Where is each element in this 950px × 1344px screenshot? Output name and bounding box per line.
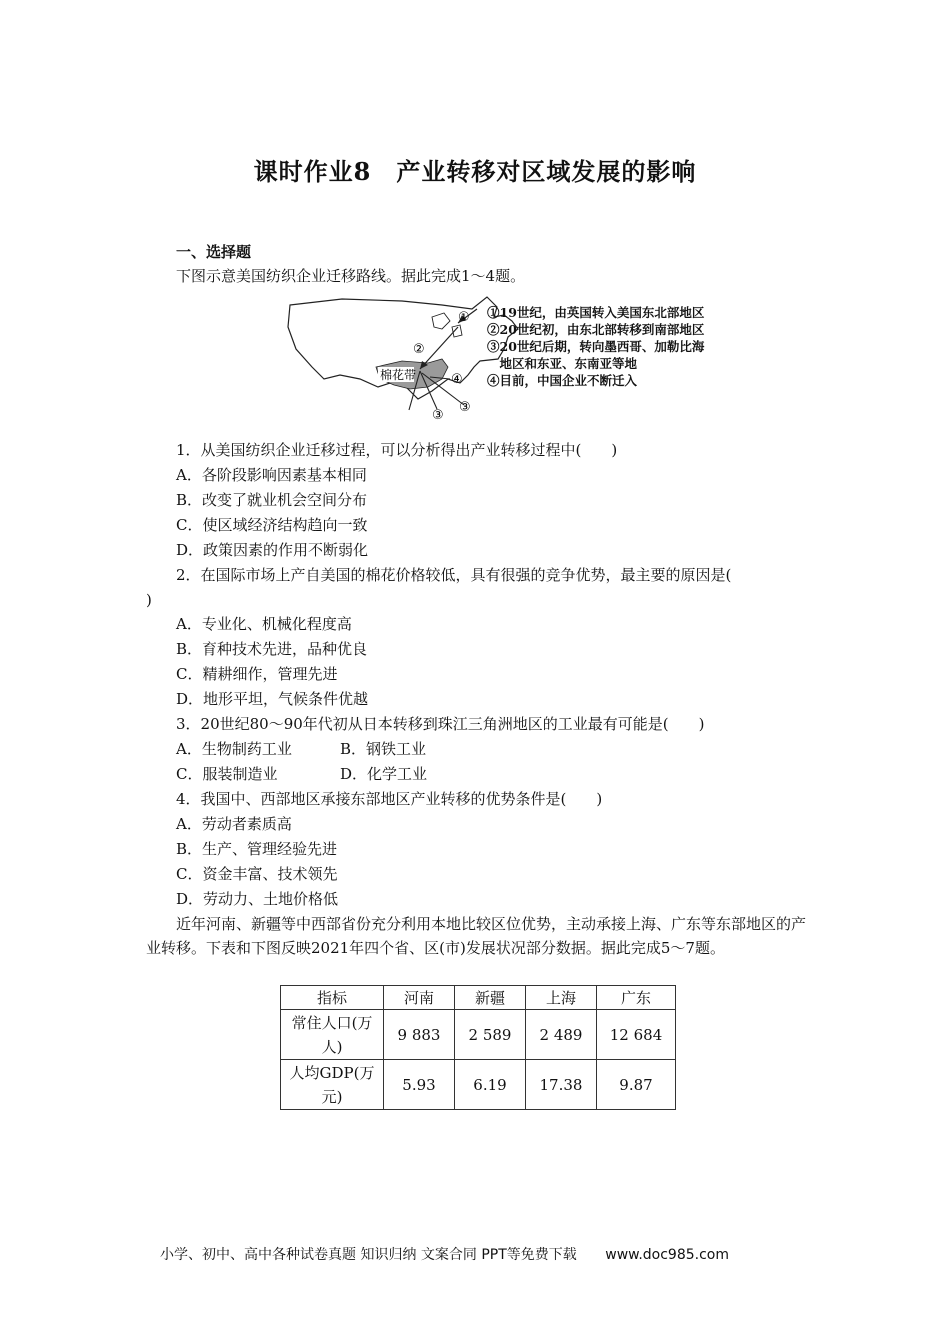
question-4-option-c: C．资金丰富、技术领先 [176,865,338,883]
table-header-cell: 新疆 [455,986,526,1010]
table-header-cell: 河南 [384,986,455,1010]
table-cell: 17.38 [526,1060,597,1110]
question-4-option-d: D．劳动力、土地价格低 [176,890,339,908]
question-2-stem-cont: ) [146,591,152,609]
legend-item: ③20世纪后期，转向墨西哥、加勒比海 [487,339,705,354]
table-cell: 9 883 [384,1010,455,1060]
table-header-cell: 指标 [281,986,384,1010]
cotton-belt-label: 棉花带 [380,368,417,382]
marker-1: ① [458,310,470,325]
question-1-option-c: C．使区域经济结构趋向一致 [176,516,368,534]
table-cell: 9.87 [597,1060,676,1110]
passage-text: 近年河南、新疆等中西部省份充分利用本地比较区位优势，主动承接上海、广东等东部地区的产业转移。下表和下图反映2021年四个省、区(市)发展状况部分数据。据此完成5～7题。 [146,915,807,957]
footer-text: 小学、初中、高中各种试卷真题 知识归纳 文案合同 PPT等免费下载 [160,1247,577,1263]
question-2-option-b: B．育种技术先进，品种优良 [176,640,368,658]
table-cell: 6.19 [455,1060,526,1110]
table-header-row [281,986,676,1010]
question-1-option-b: B．改变了就业机会空间分布 [176,491,368,509]
question-3-stem: 3．20世纪80～90年代初从日本转移到珠江三角洲地区的工业最有可能是( ) [176,715,705,733]
map-legend [487,304,704,389]
question-2-option-d: D．地形平坦，气候条件优越 [176,690,369,708]
table-cell: 5.93 [384,1060,455,1110]
table-cell: 12 684 [597,1010,676,1060]
legend-item: ④目前，中国企业不断迁入 [487,373,638,388]
question-1-stem: 1．从美国纺织企业迁移过程，可以分析得出产业转移过程中( ) [176,441,618,459]
question-3-option-c: C．服装制造业 [176,765,278,783]
table-header-cell: 上海 [526,986,597,1010]
section-heading: 一、选择题 [176,243,252,261]
legend-item: 地区和东亚、东南亚等地 [487,356,638,371]
question-4-stem: 4．我国中、西部地区承接东部地区产业转移的优势条件是( ) [176,790,603,808]
marker-3a: ③ [432,408,444,422]
table-row-label: 人均GDP(万元) [281,1060,384,1110]
table-cell: 2 589 [455,1010,526,1060]
marker-3b: ③ [459,400,471,415]
question-3-option-a: A．生物制药工业 [176,740,292,758]
question-4-option-a: A．劳动者素质高 [176,815,292,833]
table-header-cell: 广东 [597,986,676,1010]
table-cell: 2 489 [526,1010,597,1060]
table-row [281,1010,676,1060]
marker-4: ④ [451,372,463,387]
question-1-option-d: D．政策因素的作用不断弱化 [176,541,369,559]
question-4-option-b: B．生产、管理经验先进 [176,840,338,858]
question-3-option-b: B．钢铁工业 [340,740,427,758]
legend-item: ①19世纪，由英国转入美国东北部地区 [487,305,705,320]
footer [160,1244,729,1264]
page-title: 课时作业8 产业转移对区域发展的影响 [253,157,697,186]
question-2-option-c: C．精耕细作，管理先进 [176,665,338,683]
question-2-stem: 2．在国际市场上产自美国的棉花价格较低，具有很强的竞争优势，最主要的原因是( [176,566,732,584]
marker-2: ② [413,342,425,357]
table-row [281,1060,676,1110]
table-row-label: 常住人口(万人) [281,1010,384,1060]
footer-url[interactable]: www.doc985.com [605,1247,729,1263]
legend-item: ②20世纪初，由东北部转移到南部地区 [487,322,705,337]
data-table [280,985,676,1110]
intro-text: 下图示意美国纺织企业迁移路线。据此完成1～4题。 [176,267,526,285]
question-2-option-a: A．专业化、机械化程度高 [176,615,352,633]
question-1-option-a: A．各阶段影响因素基本相同 [176,466,367,484]
question-3-option-d: D．化学工业 [340,765,428,783]
